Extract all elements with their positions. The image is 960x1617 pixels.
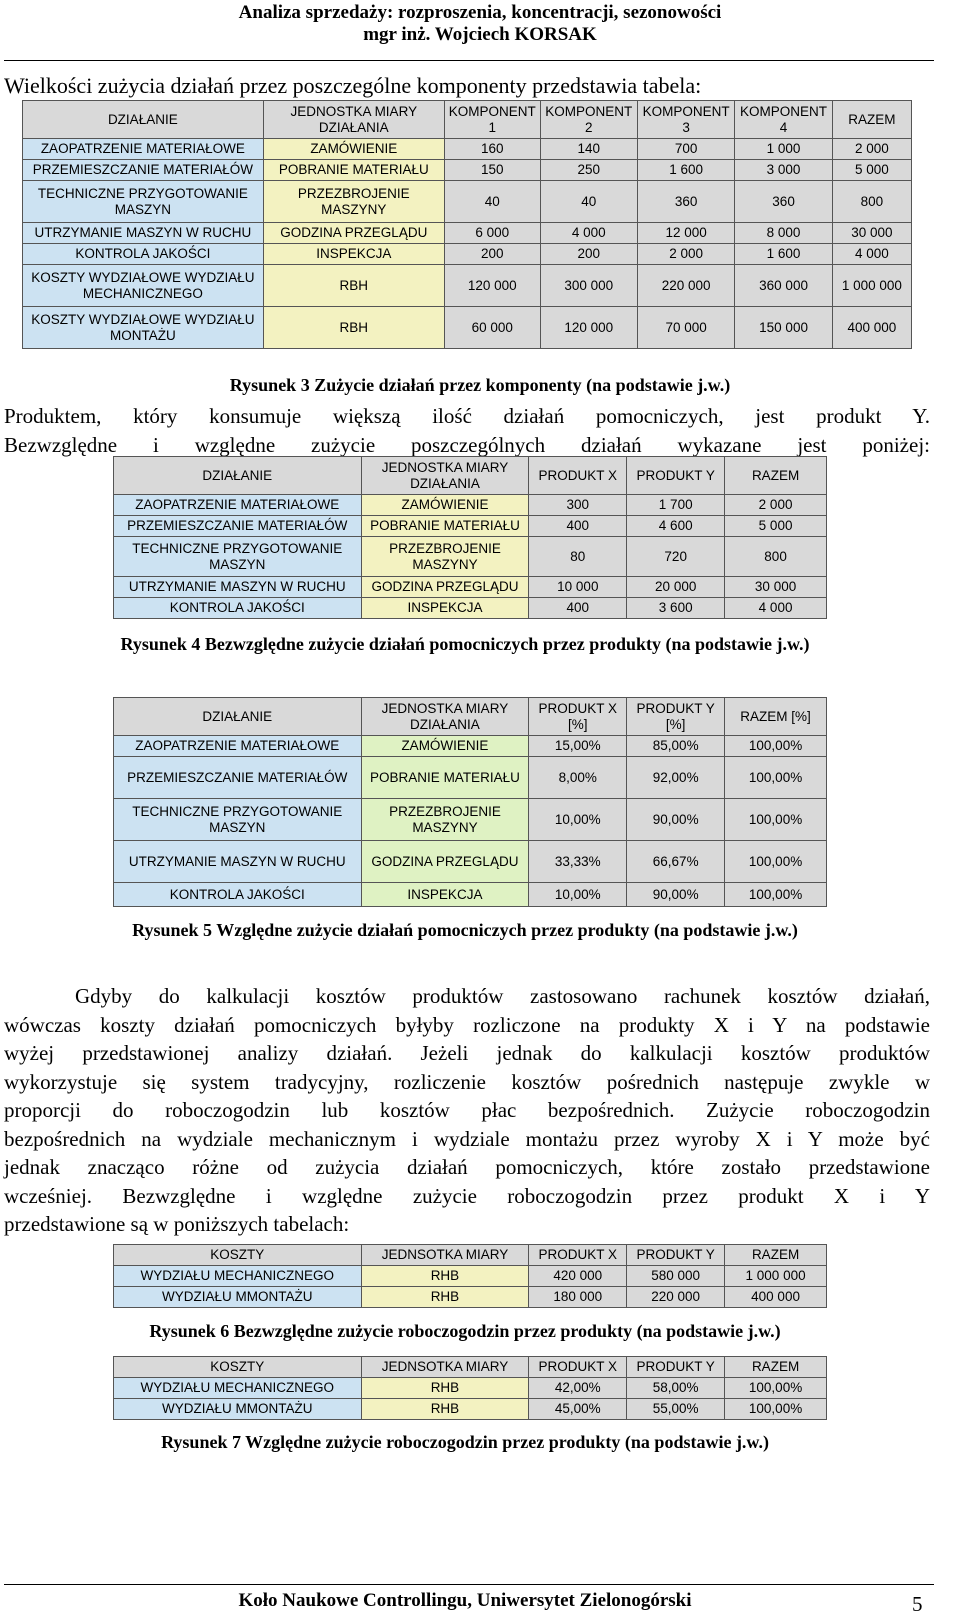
activity-cell: KONTROLA JAKOŚCI — [114, 598, 362, 619]
value-cell: 360 — [735, 181, 832, 223]
unit-cell: RBH — [263, 307, 444, 349]
paragraph-line: wówczas koszty działań pomocniczych byłyby rozliczone na produkty X i Y na podstawie — [4, 1012, 930, 1037]
value-cell: 360 — [637, 181, 734, 223]
unit-cell: POBRANIE MATERIAŁU — [263, 160, 444, 181]
paragraph-line: wcześniej. Bezwzględne i względne zużycie roboczogodzin przez produkt X i Y — [4, 1183, 930, 1208]
total-cell: 100,00% — [725, 883, 827, 907]
figure-caption-4: Rysunek 4 Bezwzględne zużycie działań pomocniczych przez produkty (na podstawie j.w.) — [120, 634, 810, 654]
table-row — [114, 1287, 827, 1308]
value-cell: 10 000 — [529, 577, 627, 598]
total-cell: 2 000 — [832, 139, 911, 160]
total-cell: 100,00% — [725, 736, 827, 757]
unit-cell: PRZEZBROJENIE MASZYNY — [361, 537, 529, 577]
value-cell: 4 600 — [627, 516, 725, 537]
activity-cell: TECHNICZNE PRZYGOTOWANIE MASZYN — [23, 181, 264, 223]
figure-caption-5: Rysunek 5 Względne zużycie działań pomocniczych przez produkty (na podstawie j.w.) — [132, 920, 798, 940]
unit-cell: GODZINA PRZEGLĄDU — [361, 841, 529, 883]
total-cell: 4 000 — [832, 244, 911, 265]
value-cell: 1 700 — [627, 495, 725, 516]
value-cell: 90,00% — [627, 799, 725, 841]
paragraph-line: wykorzystuje się system tradycyjny, rozliczenie kosztów pośrednich następuje zwykle w — [4, 1069, 930, 1094]
value-cell: 400 — [529, 516, 627, 537]
table-header-row — [23, 101, 912, 139]
total-cell: 400 000 — [832, 307, 911, 349]
header-cell: KOMPONENT 4 — [735, 101, 832, 139]
table-row — [23, 244, 912, 265]
cost-cell: WYDZIAŁU MECHANICZNEGO — [114, 1378, 362, 1399]
table-row — [114, 736, 827, 757]
activity-cell: PRZEMIESZCZANIE MATERIAŁÓW — [114, 516, 362, 537]
value-cell: 8,00% — [529, 757, 627, 799]
unit-cell: RHB — [361, 1399, 529, 1420]
value-cell: 12 000 — [637, 223, 734, 244]
value-cell: 1 600 — [735, 244, 832, 265]
table-row — [114, 757, 827, 799]
paragraph-line: wyżej przedstawionej analizy działań. Jeżeli jednak do kalkulacji kosztów produktów — [4, 1041, 930, 1065]
value-cell: 120 000 — [540, 307, 637, 349]
unit-cell: GODZINA PRZEGLĄDU — [361, 577, 529, 598]
value-cell: 300 — [529, 495, 627, 516]
paragraph-product-y — [4, 402, 930, 459]
header-cell: DZIAŁANIE — [114, 698, 362, 736]
total-cell: 800 — [832, 181, 911, 223]
total-cell: 100,00% — [725, 841, 827, 883]
intro-text: Wielkości zużycia działań przez poszczególne komponenty przedstawia tabela: — [4, 73, 702, 98]
unit-cell: RBH — [263, 265, 444, 307]
table-row — [114, 577, 827, 598]
value-cell: 720 — [627, 537, 725, 577]
value-cell: 55,00% — [627, 1399, 725, 1420]
total-cell: 2 000 — [725, 495, 827, 516]
table-header-row — [114, 1357, 827, 1378]
table-absolute-activity-usage — [113, 456, 827, 619]
value-cell: 10,00% — [529, 799, 627, 841]
value-cell: 85,00% — [627, 736, 725, 757]
cost-cell: WYDZIAŁU MMONTAŻU — [114, 1399, 362, 1420]
value-cell: 3 000 — [735, 160, 832, 181]
unit-cell: INSPEKCJA — [361, 598, 529, 619]
unit-cell: ZAMÓWIENIE — [361, 495, 529, 516]
value-cell: 420 000 — [529, 1266, 627, 1287]
value-cell: 150 000 — [735, 307, 832, 349]
total-cell: 400 000 — [725, 1287, 827, 1308]
unit-cell: ZAMÓWIENIE — [263, 139, 444, 160]
header-cell: JEDNSOTKA MIARY — [361, 1245, 529, 1266]
value-cell: 4 000 — [540, 223, 637, 244]
table-absolute-labour-hours — [113, 1244, 827, 1308]
activity-cell: KOSZTY WYDZIAŁOWE WYDZIAŁU MECHANICZNEGO — [23, 265, 264, 307]
value-cell: 120 000 — [444, 265, 540, 307]
activity-cell: ZAOPATRZENIE MATERIAŁOWE — [114, 736, 362, 757]
value-cell: 70 000 — [637, 307, 734, 349]
header-cell: KOMPONENT 2 — [540, 101, 637, 139]
paragraph-line: Produktem, który konsumuje większą ilość działań pomocniczych, jest produkt Y. — [4, 404, 930, 428]
table-row — [114, 1266, 827, 1287]
page-number: 5 — [912, 1592, 923, 1616]
footer-divider — [4, 1584, 934, 1585]
header-cell: PRODUKT Y [%] — [627, 698, 725, 736]
unit-cell: RHB — [361, 1287, 529, 1308]
footer-text: Koło Naukowe Controllingu, Uniwersytet Zielonogórski — [238, 1590, 692, 1611]
header-divider — [4, 60, 934, 61]
total-cell: 4 000 — [725, 598, 827, 619]
total-cell: 30 000 — [725, 577, 827, 598]
value-cell: 58,00% — [627, 1378, 725, 1399]
activity-cell: UTRZYMANIE MASZYN W RUCHU — [23, 223, 264, 244]
unit-cell: RHB — [361, 1378, 529, 1399]
activity-cell: KONTROLA JAKOŚCI — [23, 244, 264, 265]
activity-cell: PRZEMIESZCZANIE MATERIAŁÓW — [23, 160, 264, 181]
value-cell: 700 — [637, 139, 734, 160]
unit-cell: PRZEZBROJENIE MASZYNY — [361, 799, 529, 841]
value-cell: 15,00% — [529, 736, 627, 757]
unit-cell: GODZINA PRZEGLĄDU — [263, 223, 444, 244]
table-relative-labour-hours — [113, 1356, 827, 1420]
activity-cell: UTRZYMANIE MASZYN W RUCHU — [114, 841, 362, 883]
table-row — [23, 139, 912, 160]
document-header-author: mgr inż. Wojciech KORSAK — [363, 24, 597, 45]
unit-cell: RHB — [361, 1266, 529, 1287]
activity-cell: ZAOPATRZENIE MATERIAŁOWE — [114, 495, 362, 516]
header-cell: KOMPONENT 3 — [637, 101, 734, 139]
value-cell: 160 — [444, 139, 540, 160]
figure-caption-3: Rysunek 3 Zużycie działań przez komponenty (na podstawie j.w.) — [229, 375, 731, 395]
table-row — [114, 799, 827, 841]
paragraph-cost-allocation — [4, 982, 930, 1239]
unit-cell: ZAMÓWIENIE — [361, 736, 529, 757]
header-cell: JEDNSOTKA MIARY — [361, 1357, 529, 1378]
header-cell: PRODUKT Y — [627, 457, 725, 495]
header-cell: PRODUKT Y — [627, 1245, 725, 1266]
value-cell: 1 000 — [735, 139, 832, 160]
value-cell: 33,33% — [529, 841, 627, 883]
value-cell: 2 000 — [637, 244, 734, 265]
header-cell: KOSZTY — [114, 1245, 362, 1266]
unit-cell: INSPEKCJA — [361, 883, 529, 907]
value-cell: 220 000 — [637, 265, 734, 307]
value-cell: 200 — [540, 244, 637, 265]
value-cell: 60 000 — [444, 307, 540, 349]
value-cell: 140 — [540, 139, 637, 160]
header-cell: KOMPONENT 1 — [444, 101, 540, 139]
paragraph-line: jednak znacząco różne od zużycia działań pomocniczych, które zostało przedstawione — [4, 1155, 930, 1179]
header-cell: PRODUKT X [%] — [529, 698, 627, 736]
total-cell: 100,00% — [725, 1378, 827, 1399]
figure-caption-6: Rysunek 6 Bezwzględne zużycie roboczogodzin przez produkty (na podstawie j.w.) — [149, 1321, 781, 1341]
table-row — [23, 223, 912, 244]
activity-cell: KOSZTY WYDZIAŁOWE WYDZIAŁU MONTAŻU — [23, 307, 264, 349]
paragraph-line: proporcji do roboczogodzin lub kosztów płac bezpośrednich. Zużycie roboczogodzin — [4, 1098, 930, 1122]
value-cell: 1 600 — [637, 160, 734, 181]
value-cell: 200 — [444, 244, 540, 265]
value-cell: 20 000 — [627, 577, 725, 598]
table-row — [114, 495, 827, 516]
table-component-usage — [22, 100, 912, 349]
total-cell: 5 000 — [725, 516, 827, 537]
header-cell: KOSZTY — [114, 1357, 362, 1378]
header-cell: RAZEM — [725, 457, 827, 495]
value-cell: 92,00% — [627, 757, 725, 799]
table-row — [114, 841, 827, 883]
header-cell: JEDNOSTKA MIARY DZIAŁANIA — [361, 457, 529, 495]
value-cell: 400 — [529, 598, 627, 619]
unit-cell: PRZEZBROJENIE MASZYNY — [263, 181, 444, 223]
table-row — [114, 537, 827, 577]
table-row — [114, 598, 827, 619]
value-cell: 10,00% — [529, 883, 627, 907]
paragraph-line: Gdyby do kalkulacji kosztów produktów zastosowano rachunek kosztów działań, — [75, 984, 930, 1008]
table-header-row — [114, 457, 827, 495]
value-cell: 3 600 — [627, 598, 725, 619]
value-cell: 250 — [540, 160, 637, 181]
value-cell: 6 000 — [444, 223, 540, 244]
activity-cell: TECHNICZNE PRZYGOTOWANIE MASZYN — [114, 799, 362, 841]
header-cell: PRODUKT X — [529, 1245, 627, 1266]
table-row — [114, 883, 827, 907]
header-cell: RAZEM [%] — [725, 698, 827, 736]
value-cell: 66,67% — [627, 841, 725, 883]
total-cell: 1 000 000 — [832, 265, 911, 307]
value-cell: 45,00% — [529, 1399, 627, 1420]
value-cell: 220 000 — [627, 1287, 725, 1308]
value-cell: 300 000 — [540, 265, 637, 307]
header-cell: RAZEM — [832, 101, 911, 139]
total-cell: 100,00% — [725, 1399, 827, 1420]
header-cell: JEDNOSTKA MIARY DZIAŁANIA — [361, 698, 529, 736]
total-cell: 5 000 — [832, 160, 911, 181]
unit-cell: POBRANIE MATERIAŁU — [361, 516, 529, 537]
value-cell: 40 — [540, 181, 637, 223]
activity-cell: UTRZYMANIE MASZYN W RUCHU — [114, 577, 362, 598]
table-row — [23, 181, 912, 223]
value-cell: 80 — [529, 537, 627, 577]
table-row — [23, 265, 912, 307]
unit-cell: POBRANIE MATERIAŁU — [361, 757, 529, 799]
total-cell: 1 000 000 — [725, 1266, 827, 1287]
header-cell: JEDNOSTKA MIARY DZIAŁANIA — [263, 101, 444, 139]
total-cell: 30 000 — [832, 223, 911, 244]
value-cell: 150 — [444, 160, 540, 181]
activity-cell: TECHNICZNE PRZYGOTOWANIE MASZYN — [114, 537, 362, 577]
table-row — [23, 307, 912, 349]
header-cell: PRODUKT X — [529, 457, 627, 495]
paragraph-line: przedstawione są w poniższych tabelach: — [4, 1212, 350, 1236]
total-cell: 800 — [725, 537, 827, 577]
figure-caption-7: Rysunek 7 Względne zużycie roboczogodzin przez produkty (na podstawie j.w.) — [161, 1432, 769, 1452]
header-cell: RAZEM — [725, 1357, 827, 1378]
table-row — [114, 516, 827, 537]
table-header-row — [114, 1245, 827, 1266]
value-cell: 42,00% — [529, 1378, 627, 1399]
value-cell: 360 000 — [735, 265, 832, 307]
activity-cell: KONTROLA JAKOŚCI — [114, 883, 362, 907]
table-row — [114, 1399, 827, 1420]
unit-cell: INSPEKCJA — [263, 244, 444, 265]
value-cell: 180 000 — [529, 1287, 627, 1308]
activity-cell: PRZEMIESZCZANIE MATERIAŁÓW — [114, 757, 362, 799]
paragraph-line: bezpośrednich na wydziale mechanicznym i wydziale montażu przez wyroby X i Y może być — [4, 1126, 930, 1151]
value-cell: 8 000 — [735, 223, 832, 244]
cost-cell: WYDZIAŁU MECHANICZNEGO — [114, 1266, 362, 1287]
value-cell: 90,00% — [627, 883, 725, 907]
document-header-title: Analiza sprzedaży: rozproszenia, koncentracji, sezonowości — [238, 2, 722, 23]
table-header-row — [114, 698, 827, 736]
total-cell: 100,00% — [725, 799, 827, 841]
header-cell: PRODUKT Y — [627, 1357, 725, 1378]
table-row — [114, 1378, 827, 1399]
table-row — [23, 160, 912, 181]
header-cell: DZIAŁANIE — [23, 101, 264, 139]
activity-cell: ZAOPATRZENIE MATERIAŁOWE — [23, 139, 264, 160]
total-cell: 100,00% — [725, 757, 827, 799]
table-relative-activity-usage — [113, 697, 827, 907]
value-cell: 580 000 — [627, 1266, 725, 1287]
header-cell: PRODUKT X — [529, 1357, 627, 1378]
header-cell: DZIAŁANIE — [114, 457, 362, 495]
paragraph-line: Bezwzględne i względne zużycie poszczególnych działań wykazane jest poniżej: — [4, 432, 930, 457]
cost-cell: WYDZIAŁU MMONTAŻU — [114, 1287, 362, 1308]
value-cell: 40 — [444, 181, 540, 223]
header-cell: RAZEM — [725, 1245, 827, 1266]
